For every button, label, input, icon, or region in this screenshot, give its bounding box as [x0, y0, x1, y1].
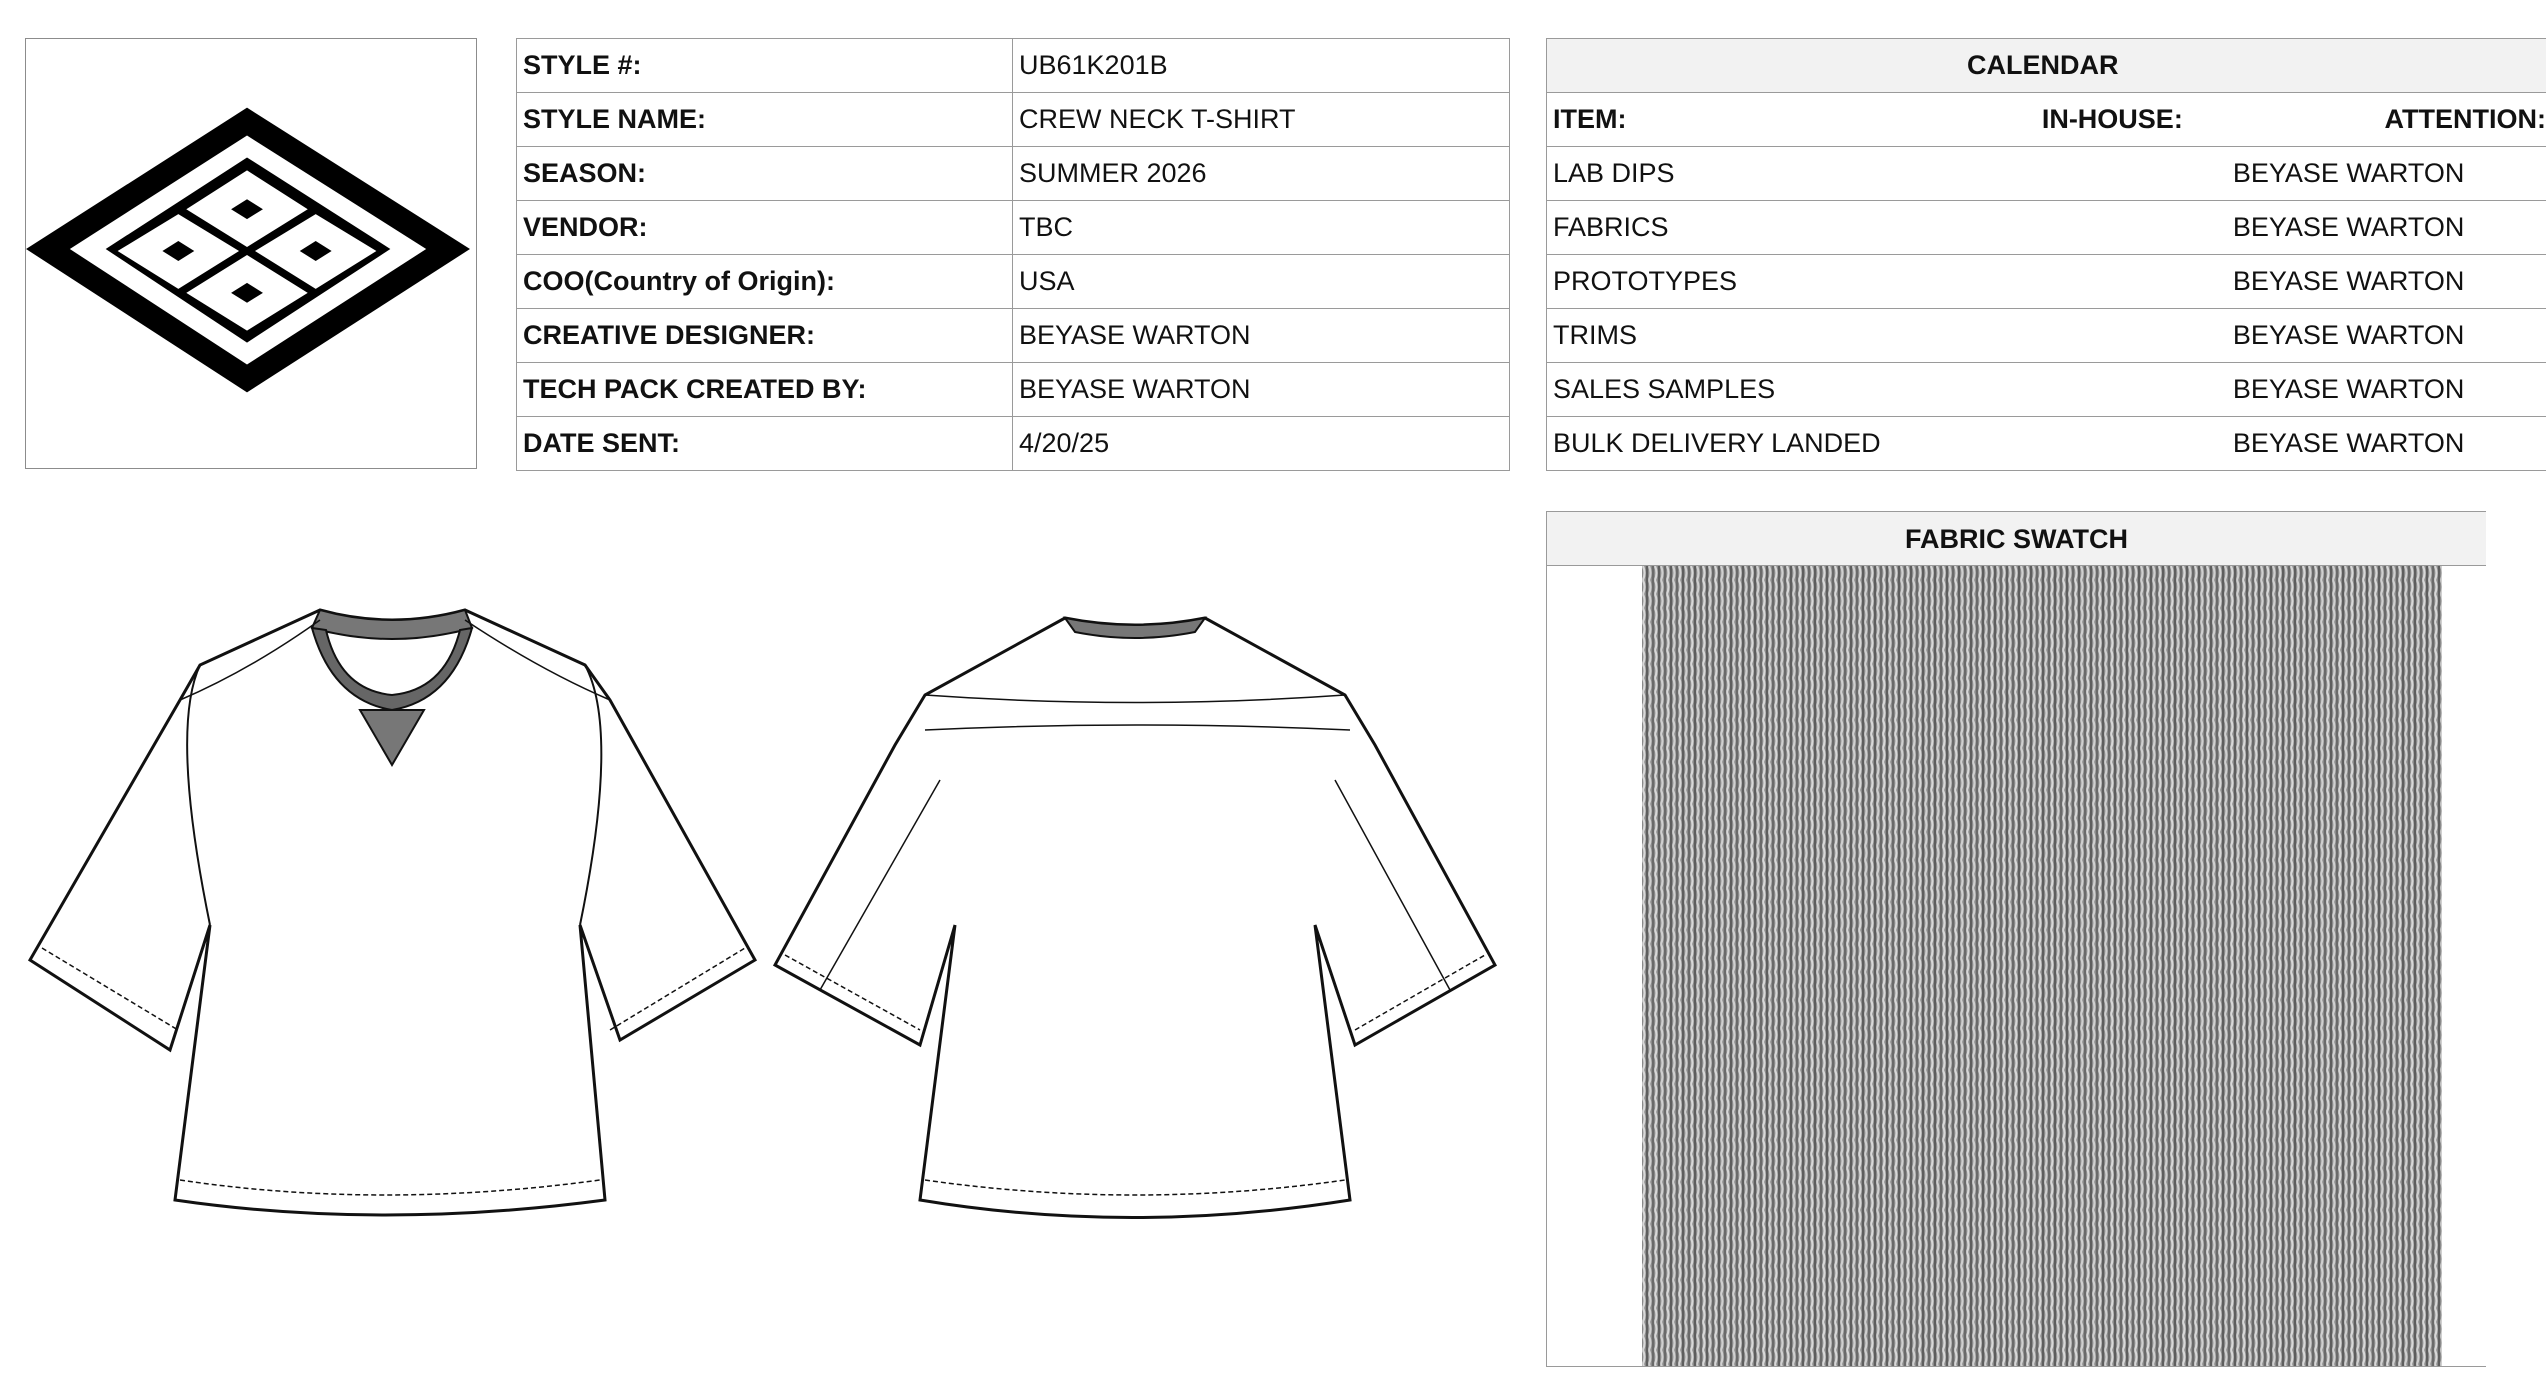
table-row	[517, 147, 1510, 201]
table-row	[1547, 201, 2546, 255]
creative-designer-label: CREATIVE DESIGNER:	[517, 309, 1013, 363]
table-row	[517, 417, 1510, 471]
calendar-column-headers	[1547, 93, 2546, 147]
style-info-table	[516, 38, 1510, 471]
table-row	[1547, 255, 2546, 309]
calendar-attention: BEYASE WARTON	[2213, 309, 2546, 363]
date-sent-value: 4/20/25	[1013, 417, 1510, 471]
calendar-in-house	[1880, 201, 2213, 255]
date-sent-label: DATE SENT:	[517, 417, 1013, 471]
calendar-item: LAB DIPS	[1547, 147, 1880, 201]
brand-logo	[25, 38, 477, 469]
tech-pack-created-by-value: BEYASE WARTON	[1013, 363, 1510, 417]
tech-pack-created-by-label: TECH PACK CREATED BY:	[517, 363, 1013, 417]
vendor-label: VENDOR:	[517, 201, 1013, 255]
table-row	[517, 93, 1510, 147]
diamond-grid-logo-icon	[26, 39, 476, 468]
back-view-sketch	[775, 618, 1495, 1218]
calendar-in-house	[1880, 417, 2213, 471]
column-header-attention: ATTENTION:	[2213, 93, 2546, 147]
table-row	[517, 309, 1510, 363]
calendar-item: SALES SAMPLES	[1547, 363, 1880, 417]
calendar-in-house	[1880, 255, 2213, 309]
calendar-in-house	[1880, 147, 2213, 201]
front-view-sketch	[30, 610, 755, 1215]
column-header-item: ITEM:	[1547, 93, 1880, 147]
calendar-panel	[1546, 38, 2546, 470]
calendar-attention: BEYASE WARTON	[2213, 201, 2546, 255]
fabric-swatch-image	[1642, 566, 2442, 1366]
table-row	[517, 363, 1510, 417]
table-row	[1547, 417, 2546, 471]
calendar-attention: BEYASE WARTON	[2213, 417, 2546, 471]
calendar-title: CALENDAR	[1547, 39, 2546, 93]
coo-label: COO(Country of Origin):	[517, 255, 1013, 309]
garment-flat-sketch	[20, 570, 1520, 1290]
table-row	[517, 201, 1510, 255]
calendar-item: FABRICS	[1547, 201, 1880, 255]
vendor-value: TBC	[1013, 201, 1510, 255]
calendar-item: PROTOTYPES	[1547, 255, 1880, 309]
table-row	[1547, 147, 2546, 201]
calendar-header-row	[1547, 39, 2546, 93]
season-value: SUMMER 2026	[1013, 147, 1510, 201]
calendar-item: BULK DELIVERY LANDED	[1547, 417, 1880, 471]
column-header-in-house: IN-HOUSE:	[1880, 93, 2213, 147]
season-label: SEASON:	[517, 147, 1013, 201]
table-row	[517, 255, 1510, 309]
style-number-label: STYLE #:	[517, 39, 1013, 93]
style-name-label: STYLE NAME:	[517, 93, 1013, 147]
fabric-swatch-title: FABRIC SWATCH	[1547, 512, 2486, 566]
style-name-value: CREW NECK T-SHIRT	[1013, 93, 1510, 147]
table-row	[517, 39, 1510, 93]
calendar-item: TRIMS	[1547, 309, 1880, 363]
creative-designer-value: BEYASE WARTON	[1013, 309, 1510, 363]
fabric-swatch-panel	[1546, 511, 2486, 1367]
table-row	[1547, 363, 2546, 417]
calendar-in-house	[1880, 363, 2213, 417]
calendar-table	[1546, 38, 2546, 471]
coo-value: USA	[1013, 255, 1510, 309]
calendar-in-house	[1880, 309, 2213, 363]
calendar-attention: BEYASE WARTON	[2213, 363, 2546, 417]
table-row	[1547, 309, 2546, 363]
calendar-attention: BEYASE WARTON	[2213, 147, 2546, 201]
style-number-value: UB61K201B	[1013, 39, 1510, 93]
calendar-attention: BEYASE WARTON	[2213, 255, 2546, 309]
